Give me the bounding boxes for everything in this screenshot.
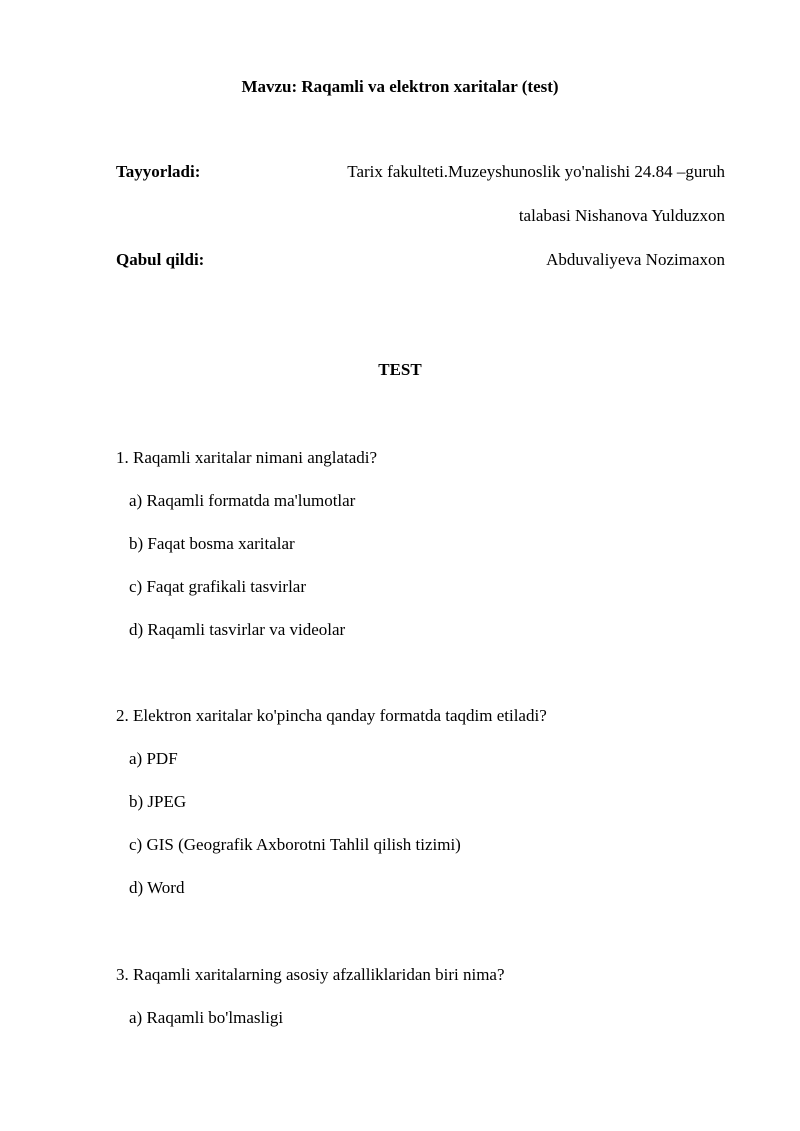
question-1-option-c: c) Faqat grafikali tasvirlar	[129, 577, 307, 596]
accepted-by-label: Qabul qildi:	[116, 250, 205, 269]
prepared-by-line1: Tarix fakulteti.Muzeyshunoslik yo'nalishi 24.84 –guruh	[347, 162, 725, 181]
prepared-by-label: Tayyorladi:	[116, 162, 201, 181]
question-1-option-a: a) Raqamli formatda ma'lumotlar	[129, 491, 356, 510]
question-3-option-a: a) Raqamli bo'lmasligi	[129, 1008, 284, 1027]
question-2-option-a: a) PDF	[129, 749, 178, 768]
accepted-by-name: Abduvaliyeva Nozimaxon	[546, 250, 725, 269]
question-2-option-d: d) Word	[129, 878, 185, 897]
question-2: 2. Elektron xaritalar ko'pincha qanday formatda taqdim etiladi?	[116, 706, 547, 725]
question-1: 1. Raqamli xaritalar nimani anglatadi?	[116, 448, 378, 467]
question-3: 3. Raqamli xaritalarning asosiy afzalliklaridan biri nima?	[116, 965, 505, 984]
question-1-option-b: b) Faqat bosma xaritalar	[129, 534, 295, 553]
question-1-option-d: d) Raqamli tasvirlar va videolar	[129, 620, 346, 639]
question-2-option-c: c) GIS (Geografik Axborotni Tahlil qilish tizimi)	[129, 835, 461, 854]
question-2-option-b: b) JPEG	[129, 792, 187, 811]
prepared-by-row-2	[116, 206, 725, 228]
prepared-by-line2: talabasi Nishanova Yulduzxon	[518, 206, 725, 225]
test-heading: TEST	[378, 360, 422, 379]
document-title: Mavzu: Raqamli va elektron xaritalar (test)	[241, 77, 559, 96]
accepted-by-row	[116, 250, 725, 272]
prepared-by-row	[116, 162, 725, 184]
